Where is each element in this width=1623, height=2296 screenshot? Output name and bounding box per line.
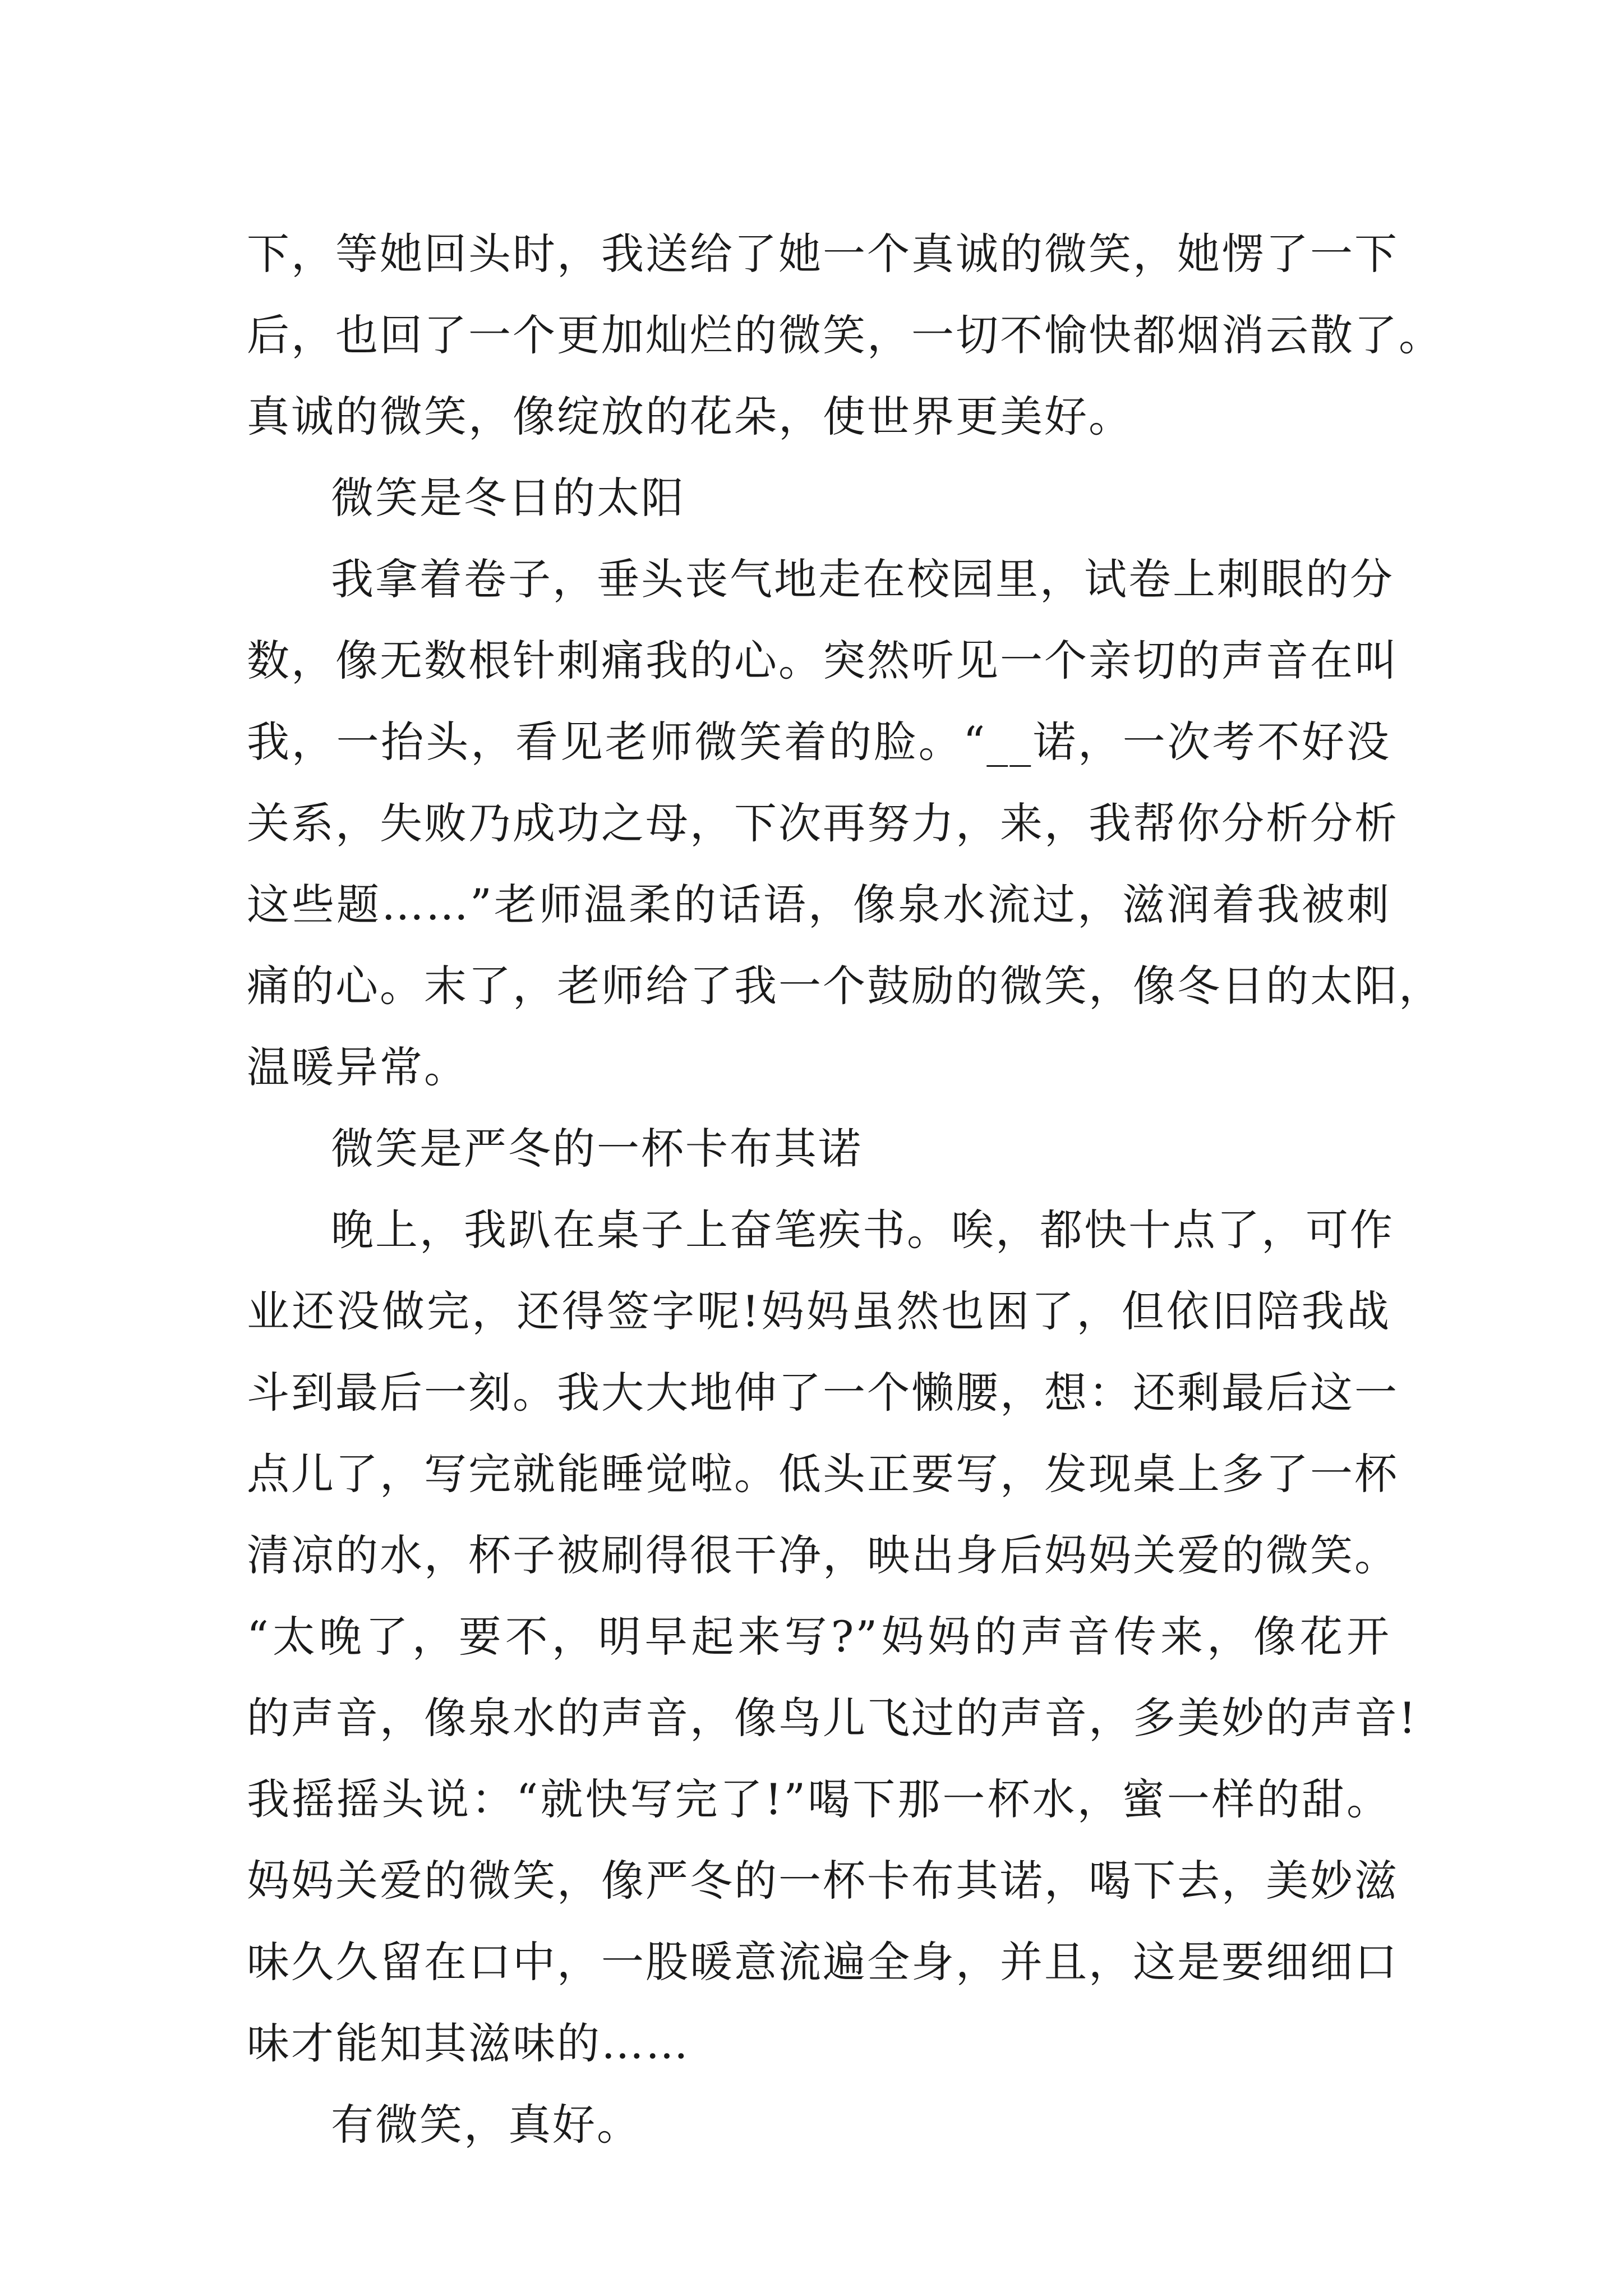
text-line: 的声音，像泉水的声音，像鸟儿飞过的声音，多美妙的声音! bbox=[247, 1693, 1418, 1743]
paragraph-first-line: 微笑是冬日的太阳 bbox=[331, 473, 685, 523]
paragraph-first-line: 微笑是严冬的一杯卡布其诺 bbox=[331, 1124, 863, 1174]
text-line: 我，一抬头，看见老师微笑着的脸。“__诺，一次考不好没 bbox=[247, 717, 1391, 767]
essay-body bbox=[247, 213, 1443, 2165]
text-line: 我摇摇头说：“就快写完了!”喝下那一杯水，蜜一样的甜。 bbox=[247, 1774, 1391, 1824]
text-line: 温暖异常。 bbox=[247, 1042, 468, 1092]
text-line: 这些题……”老师温柔的话语，像泉水流过，滋润着我被刺 bbox=[247, 880, 1391, 930]
text-line: 味才能知其滋味的…… bbox=[247, 2018, 690, 2068]
text-line: “太晚了，要不，明早起来写?”妈妈的声音传来，像花开 bbox=[247, 1612, 1391, 1662]
text-line: 斗到最后一刻。我大大地伸了一个懒腰，想：还剩最后这一 bbox=[247, 1368, 1399, 1418]
text-line: 味久久留在口中，一股暖意流遍全身，并且，这是要细细口 bbox=[247, 1937, 1399, 1987]
paragraph-first-line: 我拿着卷子，垂头丧气地走在校园里，试卷上刺眼的分 bbox=[331, 554, 1394, 604]
paragraph-first-line: 有微笑，真好。 bbox=[331, 2100, 641, 2150]
text-line: 关系，失败乃成功之母，下次再努力，来，我帮你分析分析 bbox=[247, 798, 1399, 848]
text-line: 业还没做完，还得签字呢!妈妈虽然也困了，但依旧陪我战 bbox=[247, 1286, 1391, 1336]
text-line: 痛的心。末了，老师给了我一个鼓励的微笑，像冬日的太阳， bbox=[247, 961, 1443, 1011]
text-line: 点儿了，写完就能睡觉啦。低头正要写，发现桌上多了一杯 bbox=[247, 1449, 1399, 1499]
paragraph-first-line: 晚上，我趴在桌子上奋笔疾书。唉，都快十点了，可作 bbox=[331, 1205, 1394, 1255]
text-line: 真诚的微笑，像绽放的花朵，使世界更美好。 bbox=[247, 392, 1133, 441]
text-line: 下，等她回头时，我送给了她一个真诚的微笑，她愣了一下 bbox=[247, 229, 1399, 279]
text-line: 清凉的水，杯子被刷得很干净，映出身后妈妈关爱的微笑。 bbox=[247, 1530, 1399, 1580]
text-line: 数，像无数根针刺痛我的心。突然听见一个亲切的声音在叫 bbox=[247, 636, 1399, 685]
text-line: 妈妈关爱的微笑，像严冬的一杯卡布其诺，喝下去，美妙滋 bbox=[247, 1856, 1399, 1906]
text-line: 后，也回了一个更加灿烂的微笑，一切不愉快都烟消云散了。 bbox=[247, 310, 1443, 360]
